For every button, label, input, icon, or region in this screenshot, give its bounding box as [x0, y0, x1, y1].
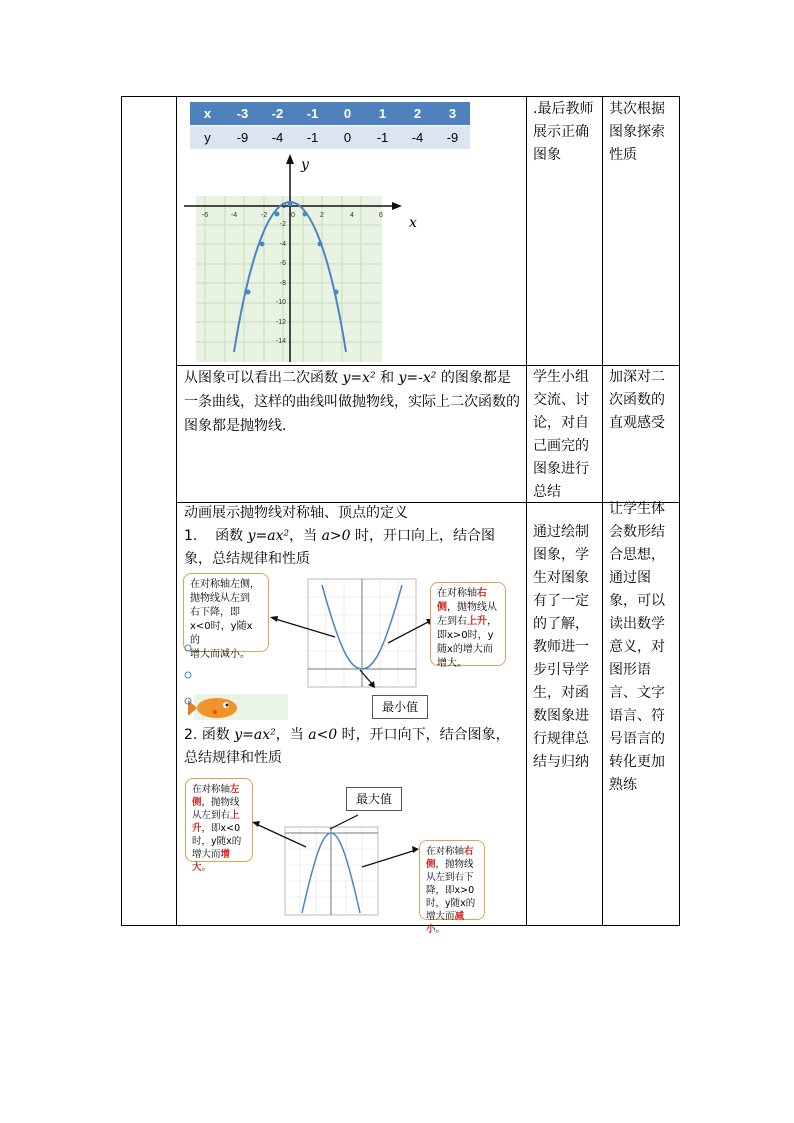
intent-cell: 其次根据图象探索性质 — [609, 101, 665, 163]
property-item — [184, 724, 520, 770]
data-point — [318, 242, 323, 247]
text-fragment: 在对称轴 — [192, 784, 231, 795]
data-point — [288, 202, 293, 207]
table-cell: -9 — [435, 126, 470, 150]
formula: a>0 — [321, 528, 351, 544]
table-cell: x — [190, 102, 225, 126]
data-point — [275, 212, 280, 217]
downward-parabola-figure — [250, 805, 430, 920]
y-axis-arrow — [286, 154, 294, 164]
table-cell: 3 — [435, 102, 470, 126]
data-point — [334, 290, 339, 295]
section-heading: 动画展示抛物线对称轴、顶点的定义 — [184, 505, 408, 521]
maximum-label: 最大值 — [346, 787, 402, 811]
highlight: 增大 — [192, 849, 231, 873]
text-fragment: 。 — [435, 924, 446, 935]
text-fragment: ，抛物线从左到右下降，即x>0时，y随x的增大而 — [426, 859, 476, 922]
right-side-callout — [419, 840, 485, 935]
callout-line: x<0时，y随x的 — [190, 621, 253, 646]
bullet-icon — [185, 672, 191, 678]
intent-cell: 让学生体会数形结合思想，通过图象，可以读出数学意义，对图形语言、文字语言、符号语言的转化更加熟练 — [609, 501, 665, 793]
table-cell: -1 — [365, 126, 400, 150]
x-tick-label: 2 — [320, 212, 324, 219]
x-tick-label: 6 — [379, 212, 383, 219]
table-cell: -4 — [260, 126, 295, 150]
text-fragment: 在对称轴 — [437, 588, 477, 599]
y-tick-label: -14 — [275, 338, 286, 345]
table-cell: -1 — [295, 102, 330, 126]
method-cell: 通过绘制图象，学生对图象有了一定的了解，教师进一步引导学生，对函数图象进行规律总结与归纳 — [533, 524, 589, 770]
table-cell: -3 — [225, 102, 260, 126]
table-divider — [176, 96, 177, 926]
formula: a<0 — [308, 727, 338, 743]
table-divider — [526, 96, 527, 926]
bullet-icon — [185, 645, 191, 651]
table-cell: -1 — [295, 126, 330, 150]
text-fragment: ，当 — [275, 727, 304, 743]
property-item — [184, 525, 520, 571]
highlight: 上升 — [467, 616, 487, 627]
text-fragment: 和 — [380, 370, 395, 386]
left-side-callout — [185, 778, 253, 873]
y-tick-label: -2 — [279, 221, 286, 228]
callout-line: 在对称轴左侧， — [190, 579, 260, 590]
table-cell: -9 — [225, 126, 260, 150]
y-tick-label: 0 — [282, 203, 286, 210]
highlight: 减小 — [426, 911, 465, 935]
method-cell: .最后教师展示正确图象 — [533, 101, 594, 163]
highlight: 左侧 — [192, 784, 240, 808]
formula: y=x² — [342, 370, 376, 386]
y-tick-label: -8 — [279, 280, 286, 287]
intent-cell: 加深对二次函数的直观感受 — [609, 369, 665, 431]
graph-background — [196, 196, 382, 362]
item-number: 2. — [184, 727, 198, 743]
callout-line: 抛物线从左到 — [190, 593, 250, 604]
arrow-head — [412, 846, 419, 853]
text-fragment: 在对称轴 — [426, 846, 465, 857]
method-cell: 学生小组交流、讨论，对自己画完的图象进行总结 — [533, 369, 589, 500]
text-fragment: 从图象可以看出二次函数 — [184, 370, 338, 386]
text-fragment: ，当 — [289, 528, 318, 544]
highlight: 右侧 — [426, 846, 474, 870]
arrow-head — [270, 616, 278, 622]
x-tick-label: -4 — [230, 212, 238, 219]
text-fragment: 函数 — [201, 727, 230, 743]
formula: y=ax² — [234, 727, 276, 743]
highlight: 右侧 — [437, 588, 487, 613]
table-cell: 0 — [330, 102, 365, 126]
table-cell: -2 — [260, 102, 295, 126]
text-fragment: 。 — [201, 862, 212, 873]
text-fragment: ，即x>0时，y随x的增大而增大。 — [437, 616, 497, 669]
x-tick-label: 4 — [350, 212, 354, 219]
y-tick-label: -4 — [279, 241, 286, 248]
x-axis-label: x — [409, 215, 417, 231]
text-fragment: 的图象都是一条曲线，这样的曲线叫做抛物线，实际上二次函数的图象都是抛物线. — [184, 370, 520, 434]
text-fragment: 时，开口向下，结合图象，总结规律和性质 — [184, 727, 510, 766]
table-cell: 1 — [365, 102, 400, 126]
minimum-label: 最小值 — [372, 695, 428, 719]
y-tick-label: -10 — [275, 299, 286, 306]
data-point — [260, 242, 265, 247]
table-divider — [602, 96, 603, 926]
text-fragment: 时，开口向上，结合图象，总结规律和性质 — [184, 528, 496, 567]
formula: y=-x² — [398, 370, 437, 386]
parabola-graph — [180, 152, 420, 362]
callout-line: 右下降，即 — [190, 607, 240, 618]
x-tick-label: -6 — [201, 212, 209, 219]
table-cell: -4 — [400, 126, 435, 150]
table-cell: 0 — [330, 126, 365, 150]
text-fragment: ，即x<0时，y随x的增大而 — [192, 823, 242, 860]
table-cell: y — [190, 126, 225, 150]
y-tick-label: -12 — [275, 319, 286, 326]
right-side-callout — [430, 582, 506, 669]
parabola-conclusion — [184, 366, 520, 438]
text-fragment: ，抛物线从左到右 — [437, 602, 497, 627]
x-tick-label: -2 — [260, 212, 268, 219]
item-number: 1. — [184, 528, 198, 544]
y-axis-label: y — [301, 157, 309, 173]
xy-value-table — [190, 102, 470, 149]
text-fragment: 函数 — [215, 528, 244, 544]
x-tick-label: 0 — [291, 212, 295, 219]
x-axis-arrow — [392, 202, 402, 210]
table-cell: 2 — [400, 102, 435, 126]
formula: y=ax² — [247, 528, 290, 544]
data-point — [303, 212, 308, 217]
text-fragment: ，抛物线从左到右 — [192, 797, 240, 821]
y-tick-label: -6 — [279, 260, 286, 267]
highlight: 上升 — [192, 810, 240, 834]
data-point — [246, 290, 251, 295]
arrow-head — [252, 821, 260, 827]
callout-line: 增大而减小。 — [190, 649, 250, 660]
